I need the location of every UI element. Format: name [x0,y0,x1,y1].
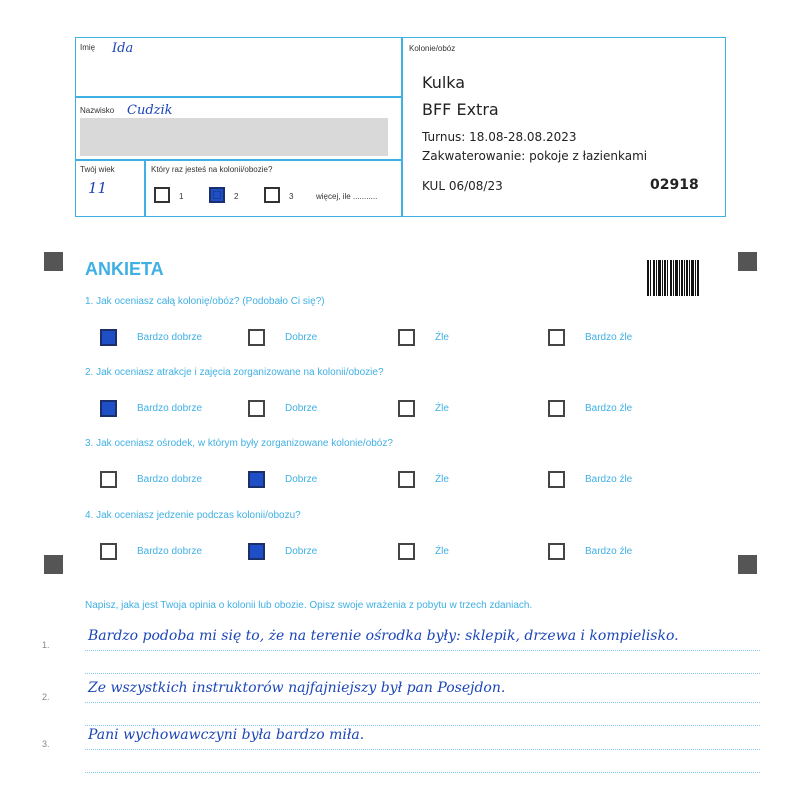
wiek-value[interactable]: 11 [88,179,108,197]
question-3-text: 3. Jak oceniasz ośrodek, w którym były zorganizowane kolonie/obóz? [85,438,393,449]
writing-line [85,772,760,773]
camp-code: KUL 06/08/23 [422,179,503,193]
opinion-line-2-answer[interactable]: Ze wszystkich instruktorów najfajniejszy był pan Posejdon. [88,680,506,696]
question-4-dobrze-checkbox[interactable] [248,543,265,560]
opinion-line-1-number: 1. [42,640,50,650]
visit-count-1-label: 1 [179,192,184,201]
question-1-dobrze-checkbox[interactable] [248,329,265,346]
camp-name: Kulka [422,73,466,92]
question-3-bardzo-dobrze-checkbox[interactable] [100,471,117,488]
question-1-bardzo-zle-checkbox[interactable] [548,329,565,346]
question-1-dobrze-label: Dobrze [285,332,318,343]
question-2-zle-label: Źle [435,403,449,414]
wiecej-label: więcej, ile ........... [316,192,378,201]
form-number: 02918 [650,177,699,193]
question-1-zle-checkbox[interactable] [398,329,415,346]
opinion-line-1-answer[interactable]: Bardzo podoba mi się to, że na terenie ośrodka były: sklepik, drzewa i kompielisko. [88,628,679,644]
question-2-dobrze-label: Dobrze [285,403,318,414]
question-4-text: 4. Jak oceniasz jedzenie podczas kolonii/obozu? [85,510,301,521]
nazwisko-label: Nazwisko [80,106,115,115]
question-2-dobrze-checkbox[interactable] [248,400,265,417]
question-1-bardzo-dobrze-label: Bardzo dobrze [137,332,203,343]
redacted-area [80,118,388,156]
question-1-zle-label: Źle [435,332,449,343]
question-3-bardzo-zle-checkbox[interactable] [548,471,565,488]
visit-count-3-checkbox[interactable] [264,187,280,203]
question-4-bardzo-zle-checkbox[interactable] [548,543,565,560]
registration-marker-bottom-left [44,555,63,574]
writing-line [85,650,760,651]
visit-count-2-checkbox[interactable] [209,187,225,203]
question-3-dobrze-checkbox[interactable] [248,471,265,488]
writing-line [85,702,760,703]
question-1-text: 1. Jak oceniasz całą kolonię/obóz? (Podobało Ci się?) [85,296,325,307]
camp-program: BFF Extra [422,100,499,119]
imie-value[interactable]: Ida [112,41,134,56]
imie-label: Imię [80,43,96,52]
barcode-icon [647,260,699,296]
question-2-bardzo-dobrze-label: Bardzo dobrze [137,403,203,414]
opinion-line-2-number: 2. [42,692,50,702]
question-2-text: 2. Jak oceniasz atrakcje i zajęcia zorganizowane na kolonii/obozie? [85,367,384,378]
writing-line [85,749,760,750]
opinion-prompt: Napisz, jaka jest Twoja opinia o kolonii lub obozie. Opisz swoje wrażenia z pobytu w trzech zdaniach. [85,600,533,611]
registration-marker-top-right [738,252,757,271]
question-2-bardzo-zle-checkbox[interactable] [548,400,565,417]
zakwaterowanie: Zakwaterowanie: pokoje z łazienkami [422,149,648,163]
ktory-raz-label: Który raz jesteś na kolonii/obozie? [151,165,273,174]
question-3-bardzo-dobrze-label: Bardzo dobrze [137,474,203,485]
nazwisko-value[interactable]: Cudzik [127,103,173,118]
visit-count-3-label: 3 [289,192,294,201]
question-4-bardzo-zle-label: Bardzo źle [585,546,633,557]
question-2-zle-checkbox[interactable] [398,400,415,417]
question-3-bardzo-zle-label: Bardzo źle [585,474,633,485]
writing-line [85,725,760,726]
question-4-bardzo-dobrze-checkbox[interactable] [100,543,117,560]
question-2-bardzo-zle-label: Bardzo źle [585,403,633,414]
question-3-zle-label: Źle [435,474,449,485]
opinion-line-3-number: 3. [42,739,50,749]
question-1-bardzo-dobrze-checkbox[interactable] [100,329,117,346]
question-4-zle-label: Źle [435,546,449,557]
question-3-zle-checkbox[interactable] [398,471,415,488]
question-3-dobrze-label: Dobrze [285,474,318,485]
question-4-zle-checkbox[interactable] [398,543,415,560]
writing-line [85,673,760,674]
registration-marker-top-left [44,252,63,271]
turnus: Turnus: 18.08-28.08.2023 [422,130,577,144]
wiek-label: Twój wiek [80,165,115,174]
survey-title: ANKIETA [85,259,164,279]
visit-count-2-label: 2 [234,192,239,201]
opinion-line-3-answer[interactable]: Pani wychowawczyni była bardzo miła. [88,727,365,743]
registration-marker-bottom-right [738,555,757,574]
question-1-bardzo-zle-label: Bardzo źle [585,332,633,343]
visit-count-1-checkbox[interactable] [154,187,170,203]
question-4-bardzo-dobrze-label: Bardzo dobrze [137,546,203,557]
question-2-bardzo-dobrze-checkbox[interactable] [100,400,117,417]
kolonie-label: Kolonie/obóz [409,44,456,53]
question-4-dobrze-label: Dobrze [285,546,318,557]
